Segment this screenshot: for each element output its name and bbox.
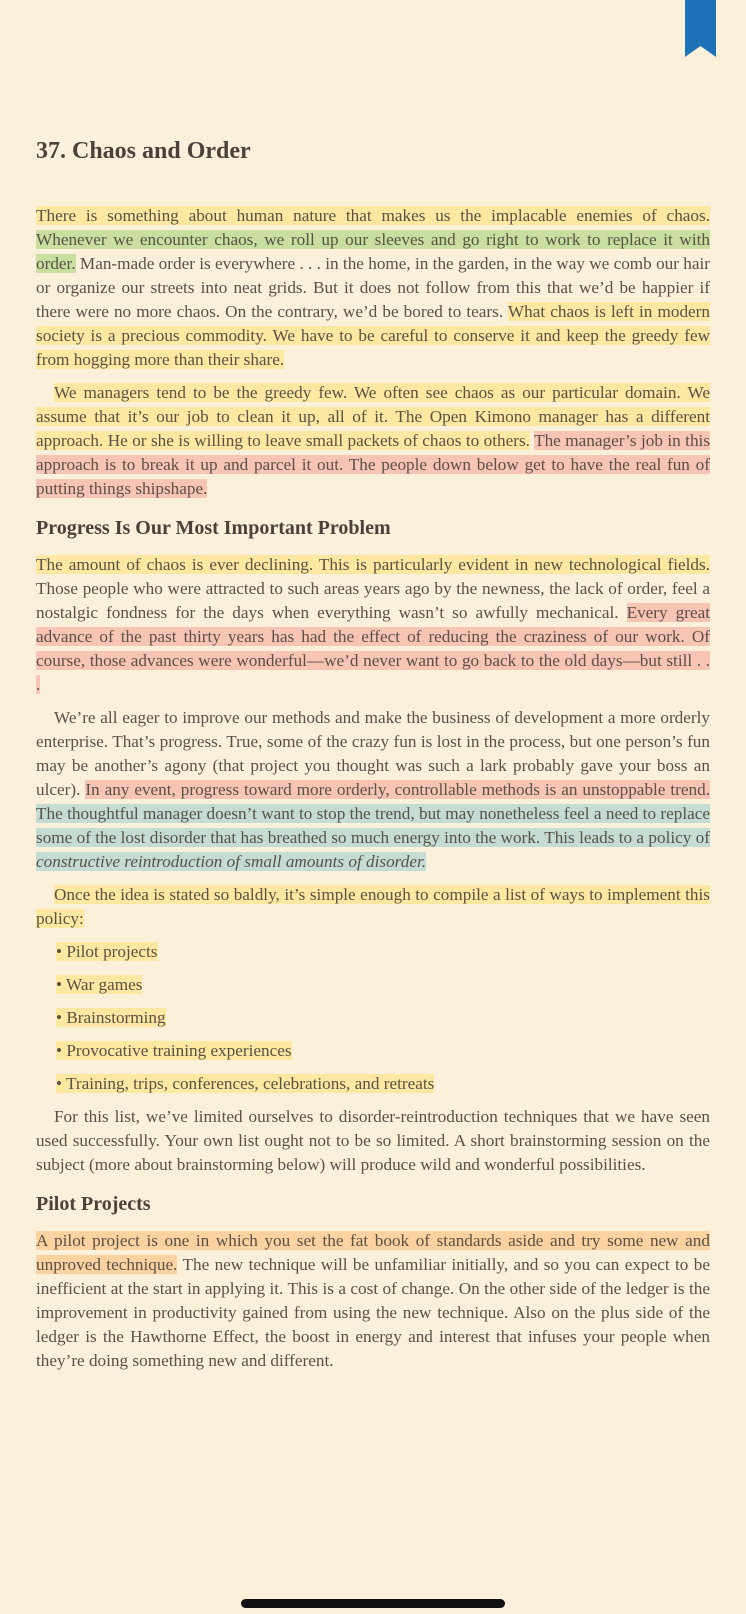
text: We’re all eager to improve our methods and make the business of development a more orderly enterprise. That’s progress. True, some of the crazy fun is lost in the process, but one person’s fun may be another’s agony (that project you thought was such a lark probably gave your boss an ulcer). bbox=[36, 708, 710, 799]
highlight-yellow[interactable]: • War games bbox=[56, 975, 143, 994]
highlight-yellow[interactable]: There is something about human nature that makes us the implacable enemies of chaos. bbox=[36, 206, 710, 225]
highlight-yellow[interactable]: • Brainstorming bbox=[56, 1008, 166, 1027]
section-heading: Pilot Projects bbox=[36, 1193, 151, 1215]
highlight-blue[interactable]: The thoughtful manager doesn’t want to stop the trend, but may nonetheless feel a need to replace some of the lost disorder that has breathed so much energy into the work. This leads to a policy of constructive reintroduction of small amounts of disorder. bbox=[36, 804, 710, 871]
section-heading: Progress Is Our Most Important Problem bbox=[36, 517, 391, 539]
italic-text: constructive reintroduction of small amounts of disorder. bbox=[36, 852, 427, 871]
paragraph bbox=[36, 381, 710, 501]
highlight-red[interactable]: The manager’s job in this approach is to break it up and parcel it out. The people down below get to have the real fun of putting things shipshape. bbox=[36, 431, 711, 498]
paragraph bbox=[36, 204, 710, 372]
home-indicator[interactable] bbox=[241, 1599, 505, 1608]
highlight-yellow[interactable]: • Pilot projects bbox=[56, 942, 158, 961]
paragraph bbox=[36, 883, 710, 931]
paragraph bbox=[36, 706, 710, 874]
chapter-body bbox=[36, 204, 710, 1382]
text: Those people who were attracted to such areas years ago by the newness, the lack of order, feel a nostalgic fondness for the days when everything wasn’t so awfully mechanical. bbox=[36, 579, 710, 622]
highlight-red[interactable]: Every great advance of the past thirty years has had the effect of reducing the craziness of our work. Of course, those advances were wonderful—we’d never want to go back to the old days—but still . . . bbox=[36, 603, 710, 694]
list-item bbox=[56, 1039, 710, 1063]
highlight-yellow[interactable]: The amount of chaos is ever declining. This is particularly evident in new technological fields. bbox=[36, 555, 710, 574]
highlight-green[interactable]: Whenever we encounter chaos, we roll up our sleeves and go right to work to replace it with order. bbox=[36, 230, 710, 273]
paragraph: For this list, we’ve limited ourselves to disorder-reintroduction techniques that we have seen used successfully. Your own list ought not to be so limited. A short brainstorming session on the subject (more about brainstorming below) will produce wild and wonderful possibilities. bbox=[36, 1107, 710, 1174]
highlight-yellow[interactable]: Once the idea is stated so baldly, it’s simple enough to compile a list of ways to implement this policy: bbox=[36, 885, 710, 928]
highlight-yellow[interactable]: • Training, trips, conferences, celebrations, and retreats bbox=[56, 1074, 435, 1093]
highlight-yellow[interactable]: • Provocative training experiences bbox=[56, 1041, 292, 1060]
highlight-orange[interactable]: A pilot project is one in which you set the fat book of standards aside and try some new and unproved technique. bbox=[36, 1231, 710, 1274]
bookmark-icon[interactable] bbox=[685, 0, 716, 57]
highlight-red[interactable]: In any event, progress toward more orderly, controllable methods is an unstoppable trend. bbox=[85, 780, 710, 799]
list-item bbox=[56, 973, 710, 997]
bullet-list bbox=[36, 940, 710, 1096]
list-item bbox=[56, 940, 710, 964]
paragraph bbox=[36, 553, 710, 697]
text: Man-made order is everywhere . . . in the home, in the garden, in the way we comb our hair or organize our streets into neat grids. But it does not follow from this that we’d be happier if there were no more chaos. On the contrary, we’d be bored to tears. bbox=[36, 254, 710, 321]
highlight-yellow[interactable]: What chaos is left in modern society is a precious commodity. We have to be careful to conserve it and keep the greedy few from hogging more than their share. bbox=[36, 302, 711, 369]
list-item bbox=[56, 1072, 710, 1096]
list-item bbox=[56, 1006, 710, 1030]
chapter-title: 37. Chaos and Order bbox=[36, 138, 251, 164]
text: The new technique will be unfamiliar initially, and so you can expect to be inefficient at the start in applying it. This is a cost of change. On the other side of the ledger is the improvement in productivity gained from using the new technique. Also on the plus side of the ledger is the Hawthorne Effect, the boost in energy and interest that infuses your people when they’re doing something new and different. bbox=[36, 1255, 710, 1370]
paragraph bbox=[36, 1229, 710, 1373]
highlight-yellow[interactable]: We managers tend to be the greedy few. We often see chaos as our particular domain. We assume that it’s our job to clean it up, all of it. The Open Kimono manager has a different approach. He or she is willing to leave small packets of chaos to others. bbox=[36, 383, 710, 450]
